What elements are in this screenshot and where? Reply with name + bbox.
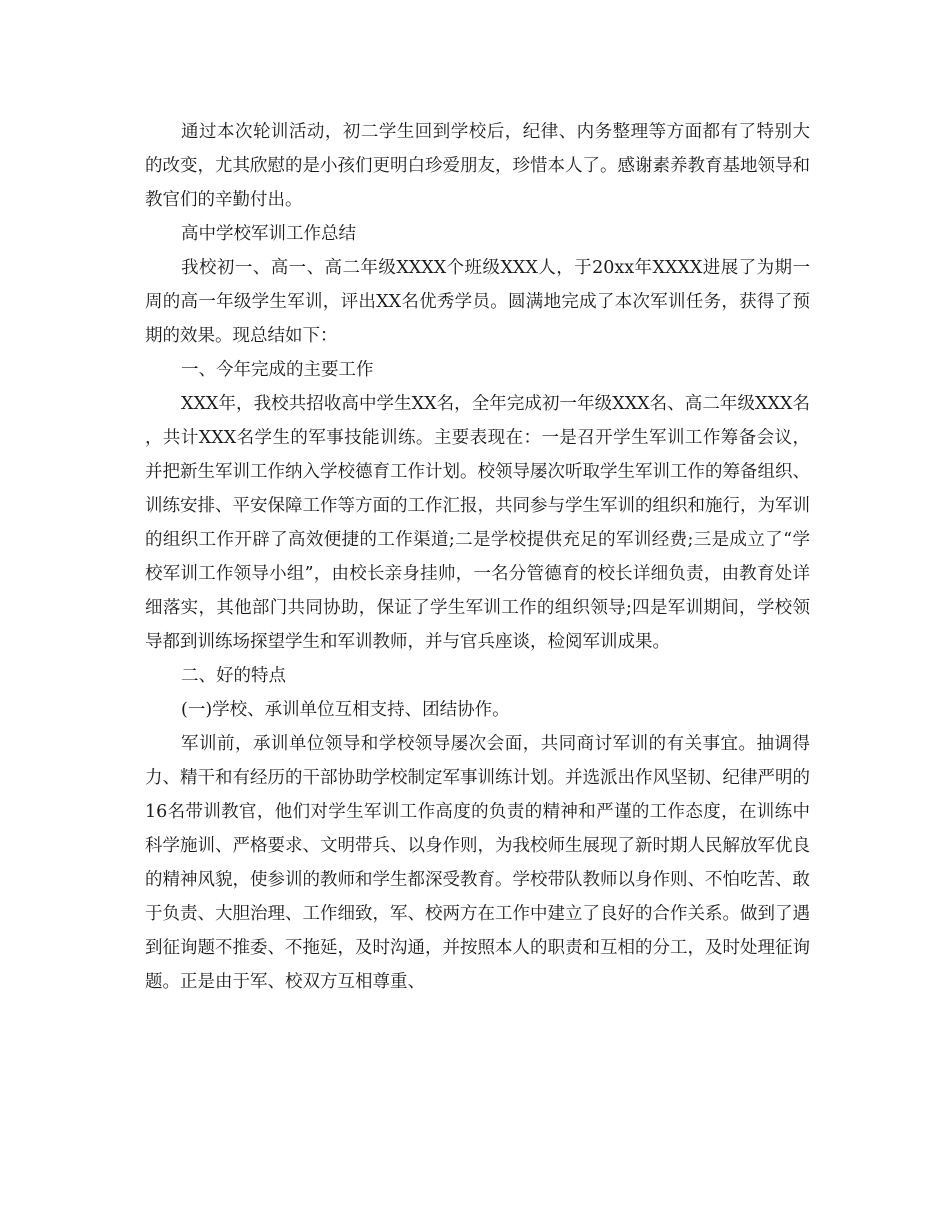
paragraph-mutual-support: 军训前，承训单位领导和学校领导屡次会面，共同商讨军训的有关事宜。抽调得力、精干和有经历的干部协助学校制定军事训练计划。并选派出作风坚韧、纪律严明的16名带训教官，他们对学生军训工作高度的负责的精神和严谨的工作态度，在训练中科学施训、严格要求、文明带兵、以身作则，为我校师生展现了新时期人民解放军优良的精神风貌，使参训的教师和学生都深受教育。学校带队教师以身作则、不怕吃苦、敢于负责、大胆治理、工作细致，军、校两方在工作中建立了良好的合作关系。做到了遇到征询题不推委、不拖延，及时沟通，并按照本人的职责和互相的分工，及时处理征询题。正是由于军、校双方互相尊重、 [145,734,810,992]
paragraph-closing-remarks: 通过本次轮训活动，初二学生回到学校后，纪律、内务整理等方面都有了特别大的改变，尤其欣慰的是小孩们更明白珍爱朋友，珍惜本人了。感谢素养教育基地领导和教官们的辛勤付出。 [145,122,810,210]
paragraph-main-work: XXX年，我校共招收高中学生XX名，全年完成初一年级XXX名、高二年级XXX名，共计XXX名学生的军事技能训练。主要表现在：一是召开学生军训工作筹备会议，并把新生军训工作纳入学校德育工作计划。校领导屡次听取学生军训工作的筹备组织、训练安排、平安保障工作等方面的工作汇报，共同参与学生军训的组织和施行，为军训的组织工作开辟了高效便捷的工作渠道;二是学校提供充足的军训经费;三是成立了“学校军训工作领导小组”，由校长亲身挂帅，一名分管德育的校长详细负责，由教育处详细落实，其他部门共同协助，保证了学生军训工作的组织领导;四是军训期间，学校领导都到训练场探望学生和军训教师，并与官兵座谈，检阅军训成果。 [145,394,810,652]
paragraph-intro: 我校初一、高一、高二年级XXXX个班级XXX人，于20xx年XXXX进展了为期一周的高一年级学生军训，评出XX名优秀学员。圆满地完成了本次军训任务，获得了预期的效果。现总结如下： [145,258,810,346]
subheading-mutual-support: (一)学校、承训单位互相支持、团结协作。 [181,700,510,720]
document-body [145,115,810,999]
section-title: 高中学校军训工作总结 [181,224,356,244]
heading-good-features: 二、好的特点 [181,666,286,686]
heading-main-work: 一、今年完成的主要工作 [181,360,374,380]
